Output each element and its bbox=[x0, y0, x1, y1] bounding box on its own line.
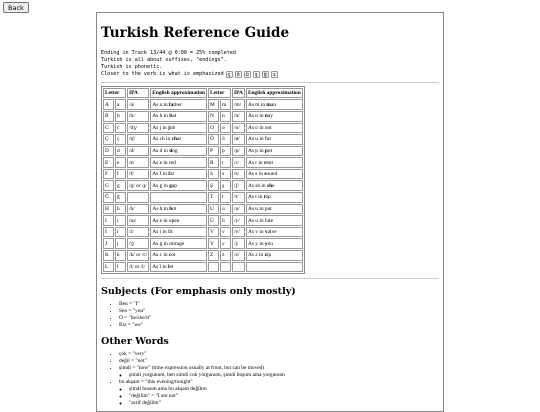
approx-text: As b in bbox=[152, 113, 170, 120]
other-words-heading: Other Words bbox=[101, 336, 169, 348]
letter-cell: E bbox=[103, 157, 114, 168]
letter-cell: R bbox=[208, 157, 219, 168]
ipa-cell: /t/ bbox=[232, 192, 245, 203]
letter-lower-cell: ş bbox=[220, 180, 231, 191]
sub-list-item: ◦ şimdi bosum ama bu akşam değilim bbox=[129, 386, 439, 393]
letter-lower-cell: g bbox=[115, 180, 126, 191]
sub-list bbox=[119, 386, 439, 407]
ipa-cell: /ø/ bbox=[232, 134, 245, 145]
letter-lower-cell: ğ bbox=[115, 192, 126, 203]
ipa-cell: /m/ bbox=[232, 99, 245, 110]
letter-lower-cell: v bbox=[220, 227, 231, 238]
approx-text: alve bbox=[267, 229, 277, 236]
info-block bbox=[101, 50, 439, 78]
subjects-list bbox=[101, 301, 439, 329]
ipa-cell bbox=[232, 262, 245, 273]
page-title: Turkish Reference Guide bbox=[101, 25, 290, 41]
english-approximation-cell bbox=[246, 250, 303, 261]
english-approximation-cell bbox=[150, 204, 207, 215]
letter-lower-cell: j bbox=[115, 238, 126, 249]
letter-lower-cell: ı bbox=[115, 215, 126, 226]
letter-cell: U bbox=[208, 204, 219, 215]
english-approximation-cell bbox=[246, 169, 303, 180]
approx-text: ot bbox=[172, 205, 177, 212]
english-approximation-cell bbox=[150, 180, 207, 191]
letter-lower-cell: i bbox=[115, 227, 126, 238]
header-english-left: English approximation bbox=[150, 88, 207, 99]
letter-lower-cell: t bbox=[220, 192, 231, 203]
ipa-cell: /j/ bbox=[232, 238, 245, 249]
english-approximation-cell bbox=[246, 99, 303, 110]
letter-lower-cell: u bbox=[220, 204, 231, 215]
letter-cell: P bbox=[208, 146, 219, 157]
approx-text: fur bbox=[264, 136, 272, 143]
key-s-cedilla[interactable]: ş bbox=[254, 71, 258, 78]
approx-text: put bbox=[264, 205, 272, 212]
letter-lower-cell: z bbox=[220, 250, 231, 261]
letter-cell: Y bbox=[208, 238, 219, 249]
letter-lower-cell: k bbox=[115, 250, 126, 261]
letter-cell: K bbox=[103, 250, 114, 261]
approx-emphasis: ch bbox=[171, 136, 177, 143]
approx-emphasis: n bbox=[264, 113, 268, 120]
approx-text: ap bbox=[171, 182, 177, 189]
english-approximation-cell bbox=[150, 238, 207, 249]
table-row bbox=[103, 204, 303, 215]
letter-cell: Z bbox=[208, 250, 219, 261]
list-item: • şimdi = "now" (time expression usually at front, but can be moved) ◦ şimdi yorgunum, ben simdi cok yorgunum, şimdi boşum ama yorgunum bbox=[119, 365, 439, 379]
ipa-cell: /v/ bbox=[232, 227, 245, 238]
english-approximation-cell bbox=[150, 192, 207, 203]
approx-text: As i in bbox=[152, 229, 168, 236]
header-letter-left: Letter bbox=[103, 88, 126, 99]
letter-lower-cell: a bbox=[115, 99, 126, 110]
english-approximation-cell bbox=[246, 192, 303, 203]
ipa-cell: /ʒ/ bbox=[127, 238, 149, 249]
approx-text: ob bbox=[169, 124, 176, 131]
approx-emphasis: h bbox=[169, 205, 173, 212]
ipa-cell: /i/ bbox=[127, 227, 149, 238]
approx-emphasis: r bbox=[263, 159, 267, 166]
english-approximation-cell bbox=[150, 146, 207, 157]
letter-lower-cell: h bbox=[115, 204, 126, 215]
english-approximation-cell bbox=[246, 215, 303, 226]
ipa-cell: /ɾ/ bbox=[232, 157, 245, 168]
key-c-cedilla[interactable]: ç bbox=[227, 71, 231, 78]
english-approximation-cell bbox=[246, 238, 303, 249]
table-row bbox=[103, 134, 303, 145]
sub-list bbox=[119, 372, 439, 379]
approx-text: ound bbox=[266, 171, 278, 178]
approx-text: As u in bbox=[247, 205, 265, 212]
approx-emphasis: j bbox=[168, 124, 170, 131]
letter-lower-cell: ö bbox=[220, 134, 231, 145]
letter-cell: C bbox=[103, 123, 114, 134]
letter-cell: Ü bbox=[208, 215, 219, 226]
letter-lower-cell: f bbox=[115, 169, 126, 180]
ipa-cell: /f/ bbox=[127, 169, 149, 180]
list-item: • değil = "not" bbox=[119, 358, 439, 365]
ipa-cell: /k/ or /c/ bbox=[127, 250, 149, 261]
table-row bbox=[103, 146, 303, 157]
header-english-right: English approximation bbox=[246, 88, 303, 99]
list-item: • Sen = "you" bbox=[119, 308, 439, 315]
list-item: • çok = "very" bbox=[119, 351, 439, 358]
letter-lower-cell: r bbox=[220, 157, 231, 168]
approx-emphasis: g bbox=[169, 182, 172, 189]
letter-lower-cell: ç bbox=[115, 134, 126, 145]
approx-text: As r in bbox=[247, 159, 264, 166]
english-approximation-cell bbox=[246, 146, 303, 157]
table-row bbox=[103, 157, 303, 168]
key-dotless-i[interactable]: ı bbox=[272, 71, 276, 78]
subjects-heading: Subjects (For emphasis only mostly) bbox=[101, 286, 296, 298]
table-row bbox=[103, 250, 303, 261]
approx-emphasis: fa bbox=[168, 101, 174, 108]
approx-emphasis: t bbox=[263, 194, 266, 201]
approx-text: As l in bbox=[152, 263, 168, 270]
approx-text: at bbox=[172, 113, 177, 120]
approx-text: op bbox=[265, 194, 271, 201]
header-ipa-left: IPA bbox=[127, 88, 149, 99]
approx-emphasis: m bbox=[266, 101, 271, 108]
approx-emphasis: l bbox=[168, 263, 170, 270]
approx-text: As c in bbox=[152, 252, 169, 259]
table-row bbox=[103, 180, 303, 191]
english-approximation-cell bbox=[150, 262, 207, 273]
ipa-cell: /ɫ/ or /l/ bbox=[127, 262, 149, 273]
letter-cell: I bbox=[103, 215, 114, 226]
letter-cell: G bbox=[103, 180, 114, 191]
approx-text: og bbox=[172, 147, 178, 154]
ipa-cell: /a/ bbox=[127, 99, 149, 110]
back-button[interactable]: Back bbox=[3, 2, 29, 13]
english-approximation-cell bbox=[246, 227, 303, 238]
ipa-cell: /ɡ/ or /ɟ/ bbox=[127, 180, 149, 191]
approx-emphasis: z bbox=[264, 252, 267, 259]
ipa-cell: /o/ bbox=[232, 123, 245, 134]
ipa-cell: /u/ bbox=[232, 204, 245, 215]
english-approximation-cell bbox=[246, 204, 303, 215]
ipa-cell: /s/ bbox=[232, 169, 245, 180]
approx-text: ot bbox=[267, 147, 273, 154]
ipa-cell: /n/ bbox=[232, 111, 245, 122]
list-item: • Biz = "we" bbox=[119, 322, 439, 329]
english-approximation-cell bbox=[150, 157, 207, 168]
approx-text: As g in bbox=[152, 182, 170, 189]
letter-cell: T bbox=[208, 192, 219, 203]
approx-emphasis: sh bbox=[266, 182, 273, 189]
letter-cell: M bbox=[208, 99, 219, 110]
approx-text: ar bbox=[170, 171, 175, 178]
info-line-suffixes: Turkish is all about suffixes, "endings". bbox=[101, 56, 227, 63]
english-approximation-cell bbox=[150, 134, 207, 145]
info-line-phonetic: Turkish is phonetic. bbox=[101, 63, 163, 70]
approx-text: at bbox=[177, 136, 181, 143]
approx-text: an bbox=[270, 101, 276, 108]
approx-text: fit bbox=[168, 229, 173, 236]
approx-text: As y in bbox=[247, 240, 265, 247]
ipa-cell: /dʒ/ bbox=[127, 123, 149, 134]
letter-cell: N bbox=[208, 111, 219, 122]
ipa-cell: /y/ bbox=[232, 215, 245, 226]
approx-emphasis: v bbox=[264, 229, 268, 236]
table-row bbox=[103, 262, 303, 273]
approx-text: not bbox=[264, 124, 272, 131]
letter-cell: A bbox=[103, 99, 114, 110]
letter-cell: D bbox=[103, 146, 114, 157]
letter-cell bbox=[208, 262, 219, 273]
letter-lower-cell: y bbox=[220, 238, 231, 249]
key-o-umlaut[interactable]: ö bbox=[236, 71, 240, 78]
key-g-breve[interactable]: ğ bbox=[263, 71, 267, 78]
key-u-umlaut[interactable]: ü bbox=[245, 71, 249, 78]
approx-text: ip bbox=[266, 252, 272, 259]
letter-cell: B bbox=[103, 111, 114, 122]
other-words-list bbox=[101, 351, 439, 407]
approx-emphasis: d bbox=[169, 147, 173, 154]
approx-text: et bbox=[169, 263, 174, 270]
approx-text: ou bbox=[267, 240, 273, 247]
letter-cell: Ğ bbox=[103, 192, 114, 203]
ipa-cell bbox=[127, 192, 149, 203]
info-line-track: Ending in Track 13/44 @ 0:00 = 25% completed bbox=[101, 50, 236, 56]
approx-text: As t in bbox=[247, 194, 264, 201]
ipa-cell: /tʃ/ bbox=[127, 134, 149, 145]
english-approximation-cell bbox=[246, 157, 303, 168]
letter-lower-cell bbox=[220, 262, 231, 273]
english-approximation-cell bbox=[150, 99, 207, 110]
letter-cell: Ş bbox=[208, 180, 219, 191]
letter-lower-cell: c bbox=[115, 123, 126, 134]
ipa-cell: /ʃ/ bbox=[232, 180, 245, 191]
ipa-cell: /h/ bbox=[127, 204, 149, 215]
approx-text: As u in bbox=[247, 217, 265, 224]
approx-text: As s in bbox=[247, 171, 265, 178]
letter-cell: J bbox=[103, 238, 114, 249]
english-approximation-cell bbox=[150, 250, 207, 261]
english-approximation-cell bbox=[150, 123, 207, 134]
approx-text: ot bbox=[171, 252, 176, 259]
letter-cell: İ bbox=[103, 227, 114, 238]
approx-text: As j in bbox=[152, 124, 168, 131]
approx-text: As d in bbox=[152, 147, 170, 154]
approx-text: As g in mirage bbox=[152, 240, 185, 247]
english-approximation-cell bbox=[246, 134, 303, 145]
letter-lower-cell: p bbox=[220, 146, 231, 157]
table-row bbox=[103, 111, 303, 122]
letter-cell: O bbox=[208, 123, 219, 134]
approx-emphasis: s bbox=[264, 171, 267, 178]
approx-text: As n in bbox=[247, 113, 265, 120]
table-header-row bbox=[103, 88, 303, 99]
ipa-cell: /e/ bbox=[127, 157, 149, 168]
letter-cell: H bbox=[103, 204, 114, 215]
approx-text: ent bbox=[266, 159, 273, 166]
letter-cell: V bbox=[208, 227, 219, 238]
letter-lower-cell: s bbox=[220, 169, 231, 180]
table-row bbox=[103, 192, 303, 203]
table-row bbox=[103, 227, 303, 238]
table-row bbox=[103, 169, 303, 180]
approx-text: As v in bbox=[247, 229, 265, 236]
english-approximation-cell bbox=[246, 111, 303, 122]
letter-cell: L bbox=[103, 262, 114, 273]
header-letter-right: Letter bbox=[208, 88, 231, 99]
letter-lower-cell: b bbox=[115, 111, 126, 122]
english-approximation-cell bbox=[150, 215, 207, 226]
english-approximation-cell bbox=[150, 169, 207, 180]
approx-text: As f in bbox=[152, 171, 169, 178]
list-item: • Ben = "I" bbox=[119, 301, 439, 308]
approx-emphasis: c bbox=[168, 252, 172, 259]
approx-text: As sh in bbox=[247, 182, 267, 189]
letter-lower-cell: m bbox=[220, 99, 231, 110]
letter-lower-cell: ü bbox=[220, 215, 231, 226]
alphabet-table bbox=[101, 86, 305, 275]
divider bbox=[101, 82, 439, 83]
approx-text: lute bbox=[264, 217, 273, 224]
header-ipa-right: IPA bbox=[232, 88, 245, 99]
list-item: • O = "he/she/it" bbox=[119, 315, 439, 322]
letter-lower-cell: e bbox=[115, 157, 126, 168]
approx-text: e bbox=[272, 182, 275, 189]
ipa-cell: /z/ bbox=[232, 250, 245, 261]
letter-lower-cell: l bbox=[115, 262, 126, 273]
letter-lower-cell: n bbox=[220, 111, 231, 122]
table-row bbox=[103, 123, 303, 134]
table-row bbox=[103, 99, 303, 110]
approx-text: As h in bbox=[152, 205, 170, 212]
letter-cell: F bbox=[103, 169, 114, 180]
approx-text: As m in bbox=[247, 101, 267, 108]
english-approximation-cell bbox=[246, 262, 303, 273]
table-row bbox=[103, 238, 303, 249]
approx-emphasis: f bbox=[168, 171, 171, 178]
approx-text: As e in bbox=[152, 159, 169, 166]
approx-text: As z in bbox=[247, 252, 265, 259]
letter-cell: Ç bbox=[103, 134, 114, 145]
emphasis-row bbox=[101, 71, 439, 78]
divider bbox=[101, 278, 439, 279]
ipa-cell: /d/ bbox=[127, 146, 149, 157]
approx-text: As o in bbox=[247, 124, 265, 131]
letter-cell: S bbox=[208, 169, 219, 180]
approx-emphasis: b bbox=[169, 113, 173, 120]
english-approximation-cell bbox=[246, 180, 303, 191]
approx-text: As e in open bbox=[152, 217, 180, 224]
emphasis-label: Closer to the verb is what is emphasized bbox=[101, 70, 224, 77]
approx-text: As a in bbox=[152, 101, 169, 108]
english-approximation-cell bbox=[246, 123, 303, 134]
approx-emphasis: y bbox=[264, 240, 268, 247]
english-approximation-cell bbox=[150, 227, 207, 238]
approx-text: As ch in bbox=[152, 136, 172, 143]
approx-emphasis: p bbox=[264, 147, 268, 154]
english-approximation-cell bbox=[150, 111, 207, 122]
approx-text: ay bbox=[267, 113, 273, 120]
approx-text: As u in bbox=[247, 136, 265, 143]
ipa-cell: /p/ bbox=[232, 146, 245, 157]
sub-list-item: ◦ şimdi yorgunum, ben simdi cok yorgunum, şimdi boşum ama yorgunum bbox=[129, 372, 439, 379]
approx-text: red bbox=[168, 159, 176, 166]
ipa-cell: /ɯ/ bbox=[127, 215, 149, 226]
letter-lower-cell: o bbox=[220, 123, 231, 134]
sub-list-item: ◦ "actif değilim" bbox=[129, 400, 439, 407]
list-item: • bu akşam = "this evening/tonight" ◦ şimdi bosum ama bu akşam değilim ◦ "değilim" = "I am not" ◦ "actif değilim" bbox=[119, 379, 439, 407]
letter-cell: Ö bbox=[208, 134, 219, 145]
table-row bbox=[103, 215, 303, 226]
approx-text: As p in bbox=[247, 147, 265, 154]
table-body bbox=[103, 99, 303, 272]
ipa-cell: /b/ bbox=[127, 111, 149, 122]
sub-list-item: ◦ "değilim" = "I am not" bbox=[129, 393, 439, 400]
letter-lower-cell: d bbox=[115, 146, 126, 157]
approx-text: ther bbox=[173, 101, 182, 108]
reference-page bbox=[96, 12, 444, 412]
